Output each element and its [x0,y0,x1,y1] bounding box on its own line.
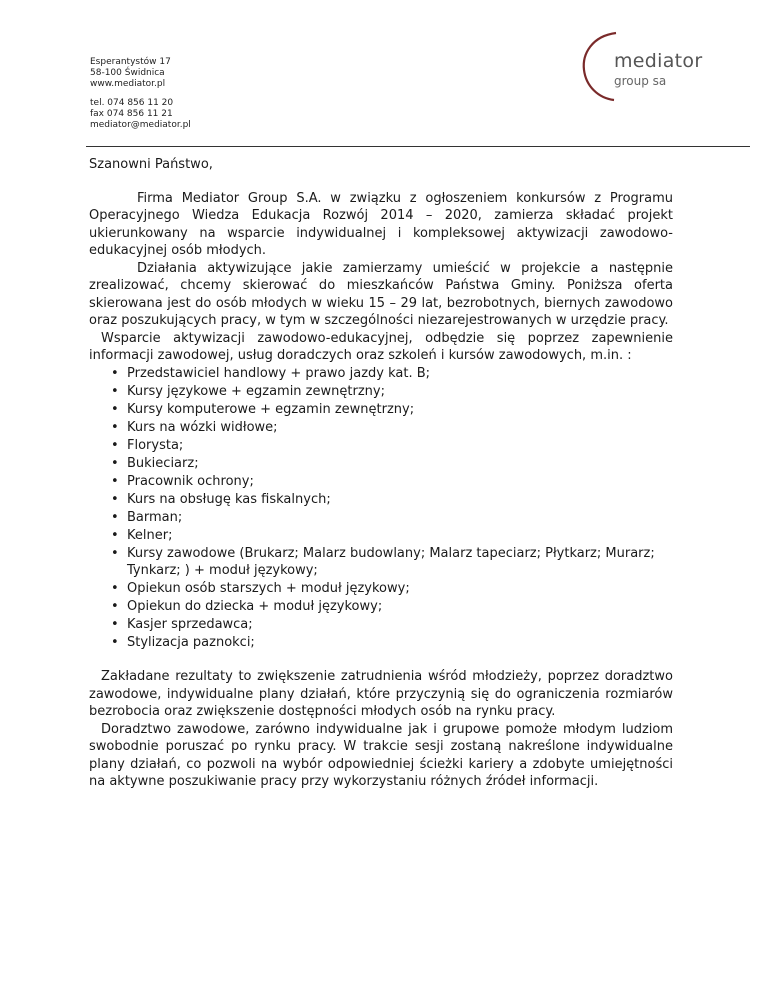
bullet-icon: • [111,419,119,435]
bullet-icon: • [111,635,119,650]
list-item: • Kurs na wózki widłowe; [111,419,278,435]
list-item: • Bukieciarz; [111,455,199,471]
bullet-icon: • [111,401,119,417]
header-divider [86,146,750,147]
bullet-icon: • [111,455,119,471]
list-item: • Barman; [111,509,183,525]
sender-address [90,57,191,131]
bullet-icon: • [111,437,119,453]
bullet-icon: • [111,527,119,543]
list-item: • Kursy językowe + egzamin zewnętrzny; [111,383,385,399]
greeting: Szanowni Państwo, [89,157,213,172]
address-gap [90,90,191,98]
bullet-icon: • [111,491,119,507]
company-logo [576,30,726,102]
bullet-icon: • [111,617,119,632]
bullet-icon: • [111,581,119,596]
bullet-icon: • [111,365,119,381]
list-item: • Kurs na obsługę kas fiskalnych; [111,491,331,507]
list-item: • Kursy komputerowe + egzamin zewnętrzny; [111,401,415,417]
list-item: • Opiekun do dziecka + moduł językowy; [111,599,383,614]
contact-email: mediator@mediator.pl [90,120,191,130]
logo-wordmark: mediator [614,50,703,72]
address-city: 58-100 Świdnica [90,68,165,78]
paragraph-results: Zakładane rezultaty to zwiększenie zatrudnienia wśród młodzieży, poprzez doradztwo zawodowe, indywidualne plany działań, które przyczynią się do ograniczenia rozmiarów bezrobocia oraz zwiększenie dostępności młodych osób na rynku pracy. [89,669,673,719]
contact-fax: fax 074 856 11 21 [90,109,173,119]
logo-subtitle: group sa [614,74,667,88]
course-list [89,365,673,652]
contact-phone: tel. 074 856 11 20 [90,98,174,108]
list-item: • Kursy zawodowe (Brukarz; Malarz budowlany; Malarz tapeciarz; Płytkarz; Murarz; Tynkarz; ) + moduł językowy; [111,545,655,578]
section-spacer [89,652,673,668]
bullet-icon: • [111,599,119,614]
list-item: • Florysta; [111,437,184,453]
bullet-icon: • [111,383,119,399]
list-item: • Stylizacja paznokci; [111,635,255,650]
paragraph-support: Wsparcie aktywizacji zawodowo-edukacyjnej, odbędzie się poprzez zapewnienie informacji zawodowej, usług doradczych oraz szkoleń i kursów zawodowych, m.in. : [89,330,673,363]
list-item: • Kelner; [111,527,173,543]
bullet-icon: • [111,473,119,489]
bullet-icon: • [111,509,119,525]
letter-body [89,156,673,791]
paragraph-intro: Firma Mediator Group S.A. w związku z ogłoszeniem konkursów z Programu Operacyjnego Wiedza Edukacja Rozwój 2014 – 2020, zamierza składać projekt ukierunkowany na wsparcie indywidualnej i kompleksowej aktywizacji zawodowo-edukacyjnej osób młodych. [89,190,673,258]
list-item: • Pracownik ochrony; [111,473,254,489]
list-item: • Opiekun osób starszych + moduł językowy; [111,581,410,596]
list-item: • Przedstawiciel handlowy + prawo jazdy kat. B; [111,365,431,381]
address-street: Esperantystów 17 [90,57,171,67]
address-website: www.mediator.pl [90,79,166,89]
bullet-icon: • [111,545,119,561]
paragraph-counseling: Doradztwo zawodowe, zarówno indywidualne jak i grupowe pomoże młodym ludziom swobodnie poruszać po rynku pracy. W trakcie sesji zostaną nakreślone indywidualne plany działań, co pozwoli na wybór odpowiedniej ścieżki kariery a zdobyte umiejętności na aktywne poszukiwanie pracy przy wykorzystaniu różnych źródeł informacji. [89,721,673,789]
list-item: • Kasjer sprzedawca; [111,617,253,632]
paragraph-target: Działania aktywizujące jakie zamierzamy umieścić w projekcie a następnie zrealizować, chcemy skierować do mieszkańców Państwa Gminy. Poniższa oferta skierowana jest do osób młodych w wieku 15 – 29 lat, bezrobotnych, biernych zawodowo oraz poszukujących pracy, w tym w szczególności niezarejestrowanych w urzędzie pracy. [89,260,673,328]
